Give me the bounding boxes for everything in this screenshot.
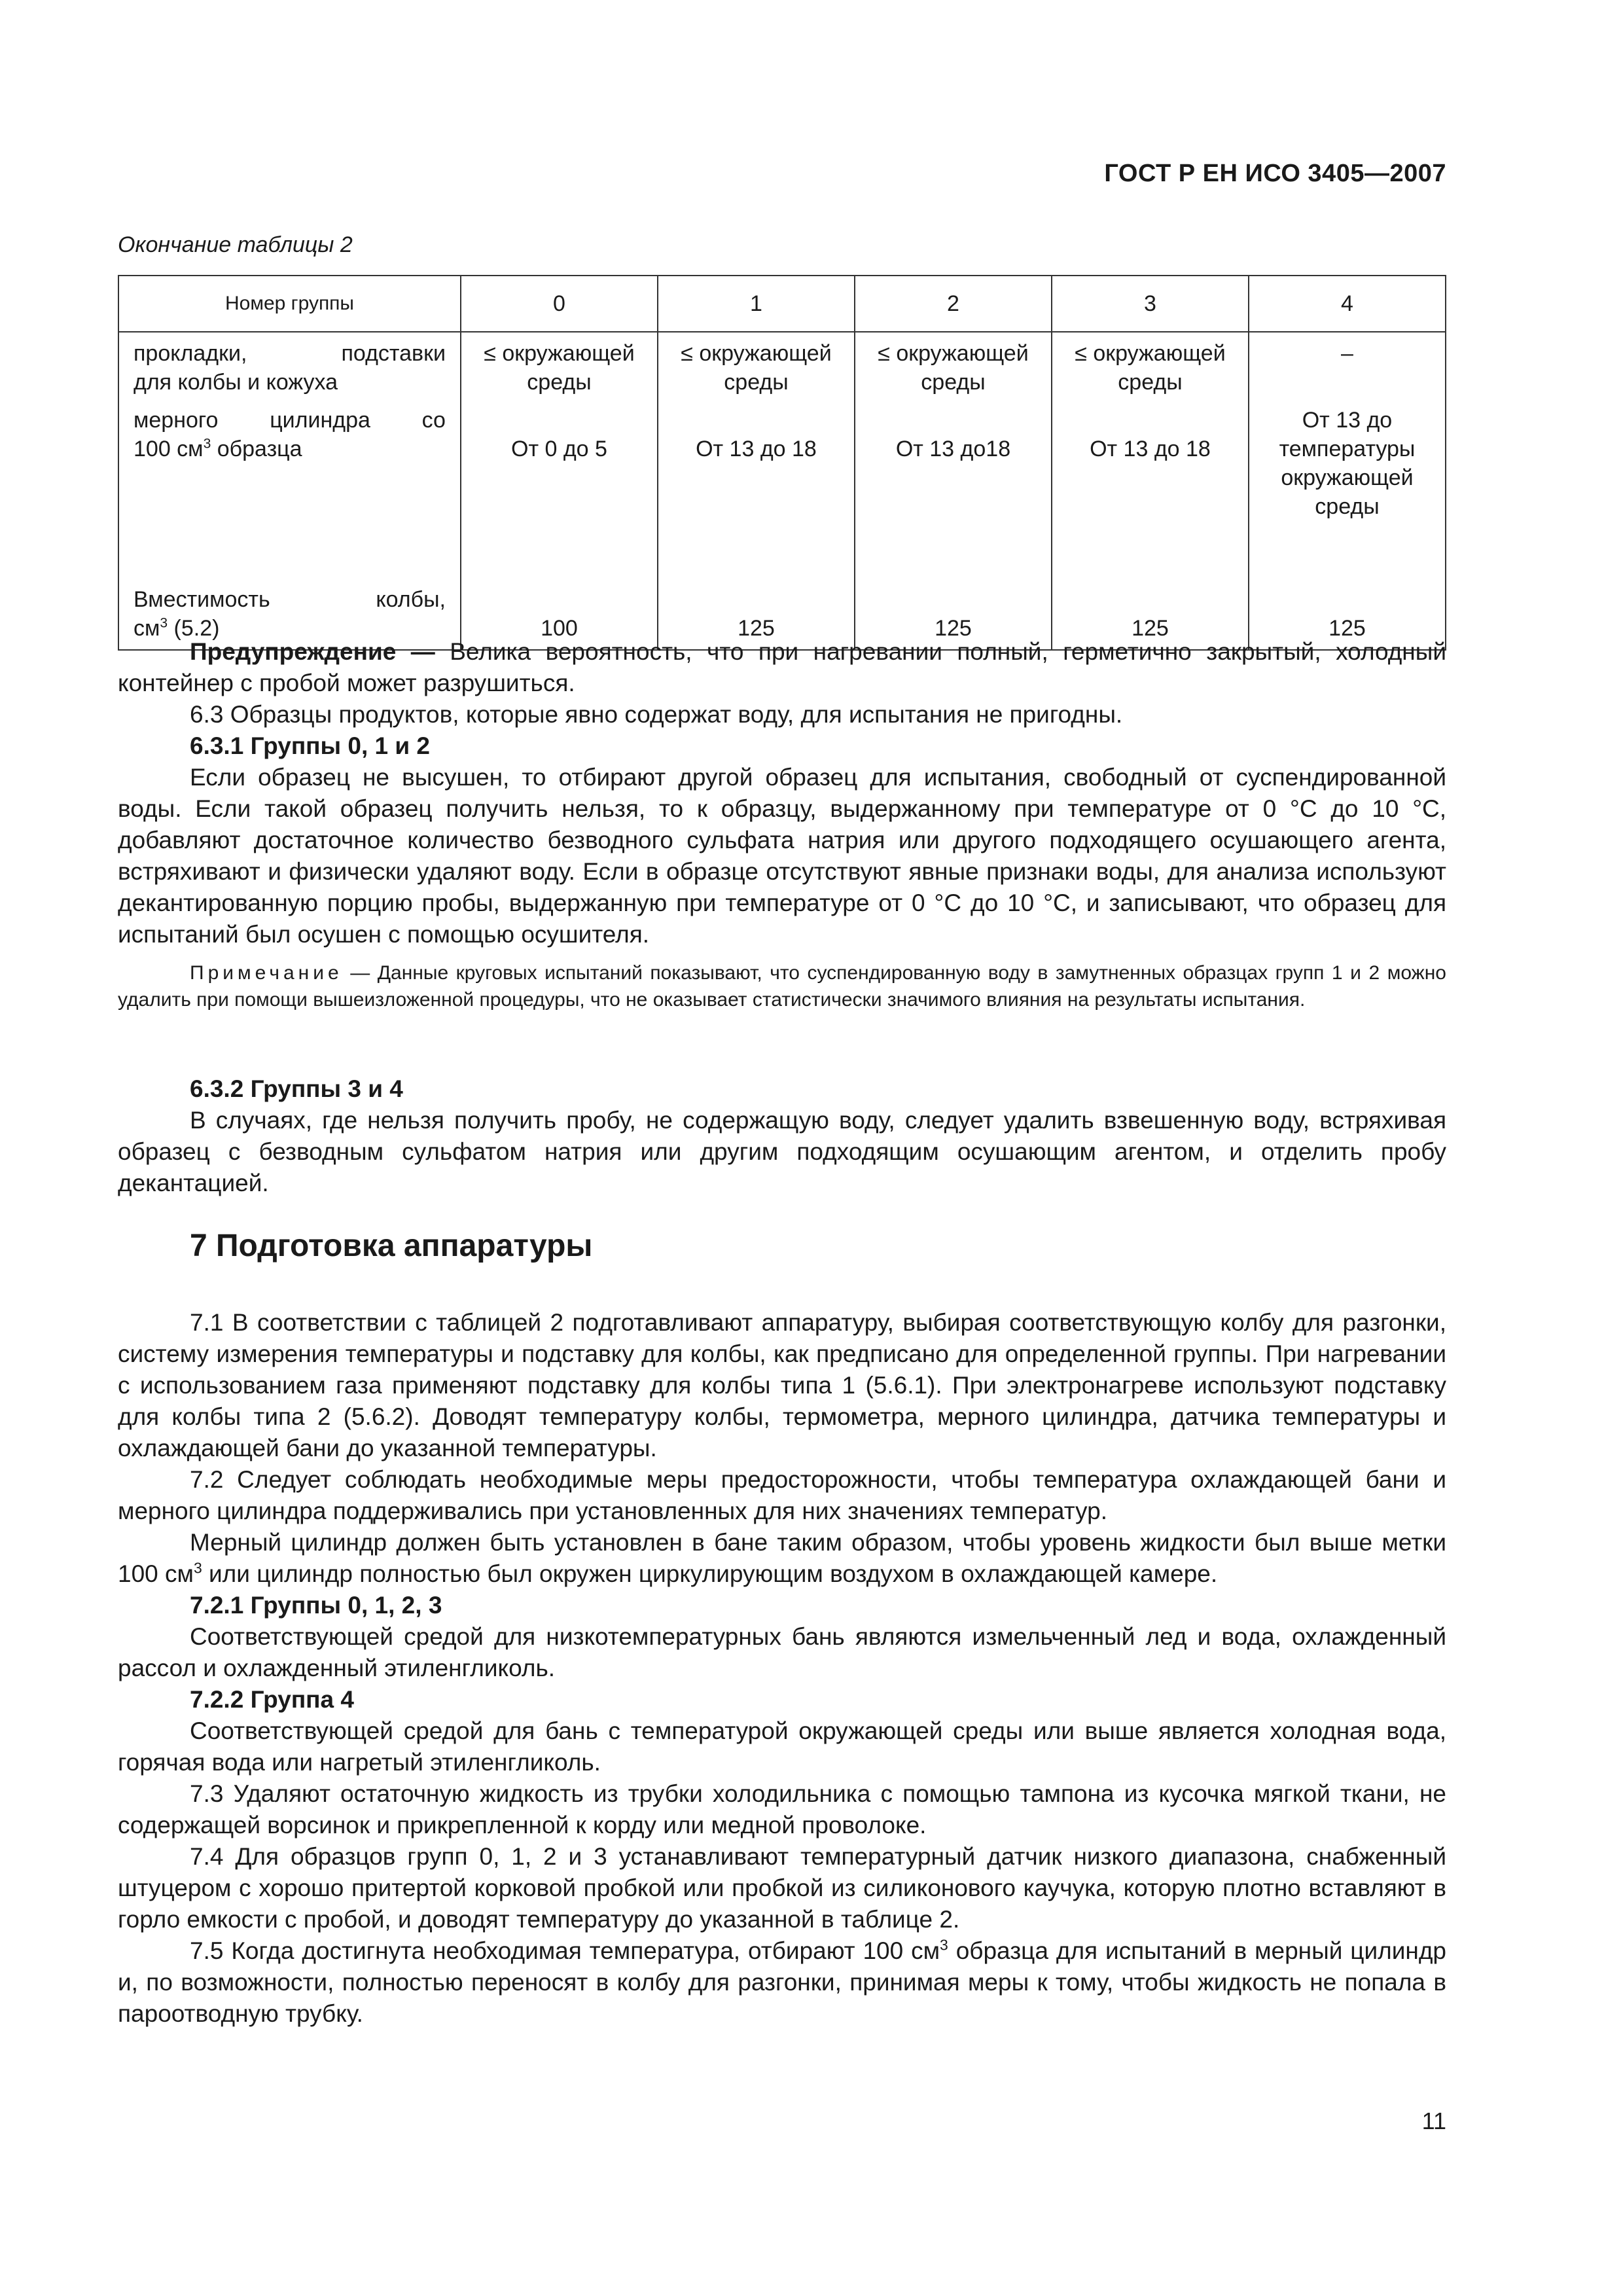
cell-value: От 0 до 5 [511, 437, 607, 461]
cell-value: ≤ окружающей [681, 341, 832, 366]
paragraph-7-2b: Мерный цилиндр должен быть установлен в бане таким образом, чтобы уровень жидкости был выше метки 100 $см^3$ или цилиндр полностью был окружен циркулирующим воздухом в охлаждающей камере. [118, 1529, 1446, 1587]
cell-value: От 13 до18 [895, 437, 1011, 461]
note-paragraph: Примечание — Данные круговых испытаний показывают, что суспендированную воду в замутненных образцах групп 1 и 2 можно удалить при помощи вышеизложенной процедуры, что не оказывает статистически значимого влияния на результаты испытания. [118, 962, 1446, 1011]
warning-paragraph: Предупреждение — Велика вероятность, что при нагревании полный, герметично закрытый, холодный контейнер с пробой может разрушиться. [118, 638, 1447, 696]
heading-6-3-1: 6.3.1 Группы 0, 1 и 2 [190, 732, 431, 759]
value-cell [461, 332, 658, 650]
header-cell: 4 [1249, 276, 1446, 332]
cell-value: среды [921, 370, 986, 395]
cell-value: 125 [738, 616, 775, 641]
page-header: ГОСТ Р ЕН ИСО 3405—2007 [1104, 160, 1446, 187]
paragraph-7-3: 7.3 Удаляют остаточную жидкость из трубки холодильника с помощью тампона из кусочка мягкой ткани, не содержащей ворсинок и прикрепленной к корду или медной проволоке. [118, 1780, 1446, 1839]
row-label: $см^3$ (5.2) [134, 615, 220, 641]
paragraph-7-4: 7.4 Для образцов групп 0, 1, 2 и 3 устанавливают температурный датчик низкого диапазона, снабженный штуцером с хорошо притертой корковой пробкой или пробкой из силиконового каучука, которую плотно вставляют в горло емкости с пробой, и доводят температуру до указанной в таблице 2. [118, 1843, 1446, 1933]
row-label: Вместимость колбы, [134, 587, 446, 612]
cell-value: среды [527, 370, 592, 395]
heading-7-2-2: 7.2.2 Группа 4 [190, 1686, 354, 1713]
row-label: мерного цилиндра со [134, 408, 446, 433]
cell-value: температуры [1279, 437, 1416, 461]
cell-value: 125 [1132, 616, 1169, 641]
cell-value: ≤ окружающей [484, 341, 635, 366]
section-heading-block [118, 1230, 1446, 1262]
row-label: для колбы и кожуха [134, 370, 338, 395]
header-cell: 1 [658, 276, 855, 332]
cell-value: среды [724, 370, 789, 395]
value-cell [658, 332, 855, 650]
paragraph-6-3-2: В случаях, где нельзя получить пробу, не содержащую воду, следует удалить взвешенную воду, встряхивая образец с безводным сульфатом натрия или другим подходящим осушающим агентом, и отделить пробу декантацией. [118, 1107, 1446, 1196]
paragraph-6-3-1: Если образец не высушен, то отбирают другой образец для испытания, свободный от суспендированной воды. Если такой образец получить нельзя, то к образцу, выдержанному при температуре от 0 °С до 10 °С, добавляют достаточное количество безводного сульфата натрия или другого подходящего осушающего агента, встряхивают и физически удаляют воду. Если в образце отсутствуют явные признаки воды, для анализа используют декантированную порцию пробы, выдержанную при температуре от 0 °С до 10 °С, и записывают, что образец для испытаний был осушен с помощью осушителя. [118, 764, 1446, 948]
table-header-row [118, 276, 1446, 332]
body-text-block-1 [118, 636, 1446, 1013]
table-body-row [118, 332, 1446, 650]
paragraph-7-2-2: Соответствующей средой для бань с температурой окружающей среды или выше является холодная вода, горячая вода или нагретый этиленгликоль. [118, 1717, 1446, 1776]
heading-7-2-1: 7.2.1 Группы 0, 1, 2, 3 [190, 1592, 442, 1619]
cell-value: 125 [935, 616, 972, 641]
cell-value: среды [1315, 494, 1380, 519]
value-cell [855, 332, 1052, 650]
paragraph-6-3: 6.3 Образцы продуктов, которые явно содержат воду, для испытания не пригодны. [190, 701, 1123, 728]
section-title-7: 7 Подготовка аппаратуры [190, 1229, 593, 1263]
header-cell: 0 [461, 276, 658, 332]
heading-6-3-2: 6.3.2 Группы 3 и 4 [190, 1075, 403, 1102]
header-cell: 2 [855, 276, 1052, 332]
paragraph-7-2-1: Соответствующей средой для низкотемпературных бань являются измельченный лед и вода, охлажденный рассол и охлажденный этиленгликоль. [118, 1623, 1446, 1681]
row-label: 100 $см^3$ образца [134, 436, 302, 461]
cell-value: От 13 до [1302, 408, 1393, 433]
cell-value: ≤ окружающей [1075, 341, 1226, 366]
value-cell [1052, 332, 1249, 650]
cell-value: 125 [1329, 616, 1366, 641]
header-cell: Номер группы [118, 276, 461, 332]
cell-value: среды [1118, 370, 1183, 395]
paragraph-7-5: 7.5 Когда достигнута необходимая температура, отбирают 100 $см^3$ образца для испытаний в мерный цилиндр и, по возможности, полностью переносят в колбу для разгонки, принимая меры к тому, чтобы жидкость не попала в пароотводную трубку. [118, 1936, 1446, 2027]
row-label-cell [118, 332, 461, 650]
value-cell [1249, 332, 1446, 650]
body-text-block-2 [118, 1073, 1446, 1199]
cell-value: От 13 до 18 [696, 437, 817, 461]
data-table [118, 275, 1446, 651]
cell-value: От 13 до 18 [1090, 437, 1211, 461]
page-number: 11 [1421, 2108, 1446, 2134]
cell-value: окружающей [1281, 465, 1414, 490]
paragraph-7-1: 7.1 В соответствии с таблицей 2 подготавливают аппаратуру, выбирая соответствующую колбу для разгонки, систему измерения температуры и подставку для колбы, как предписано для определенной группы. При нагревании с использованием газа применяют подставку для колбы типа 1 (5.6.1). При электронагреве используют подставку для колбы типа 2 (5.6.2). Доводят температуру колбы, термометра, мерного цилиндра, датчика температуры и охлаждающей бани до указанной температуры. [118, 1309, 1446, 1462]
header-cell: 3 [1052, 276, 1249, 332]
cell-value: 100 [541, 616, 578, 641]
row-label: прокладки, подставки [134, 341, 446, 366]
cell-value: – [1341, 341, 1353, 366]
table-caption: Окончание таблицы 2 [118, 232, 353, 257]
cell-value: ≤ окружающей [878, 341, 1029, 366]
body-text-block-3 [118, 1307, 1446, 2030]
paragraph-7-2: 7.2 Следует соблюдать необходимые меры предосторожности, чтобы температура охлаждающей бани и мерного цилиндра поддерживались при установленных для них значениях температур. [118, 1466, 1446, 1524]
